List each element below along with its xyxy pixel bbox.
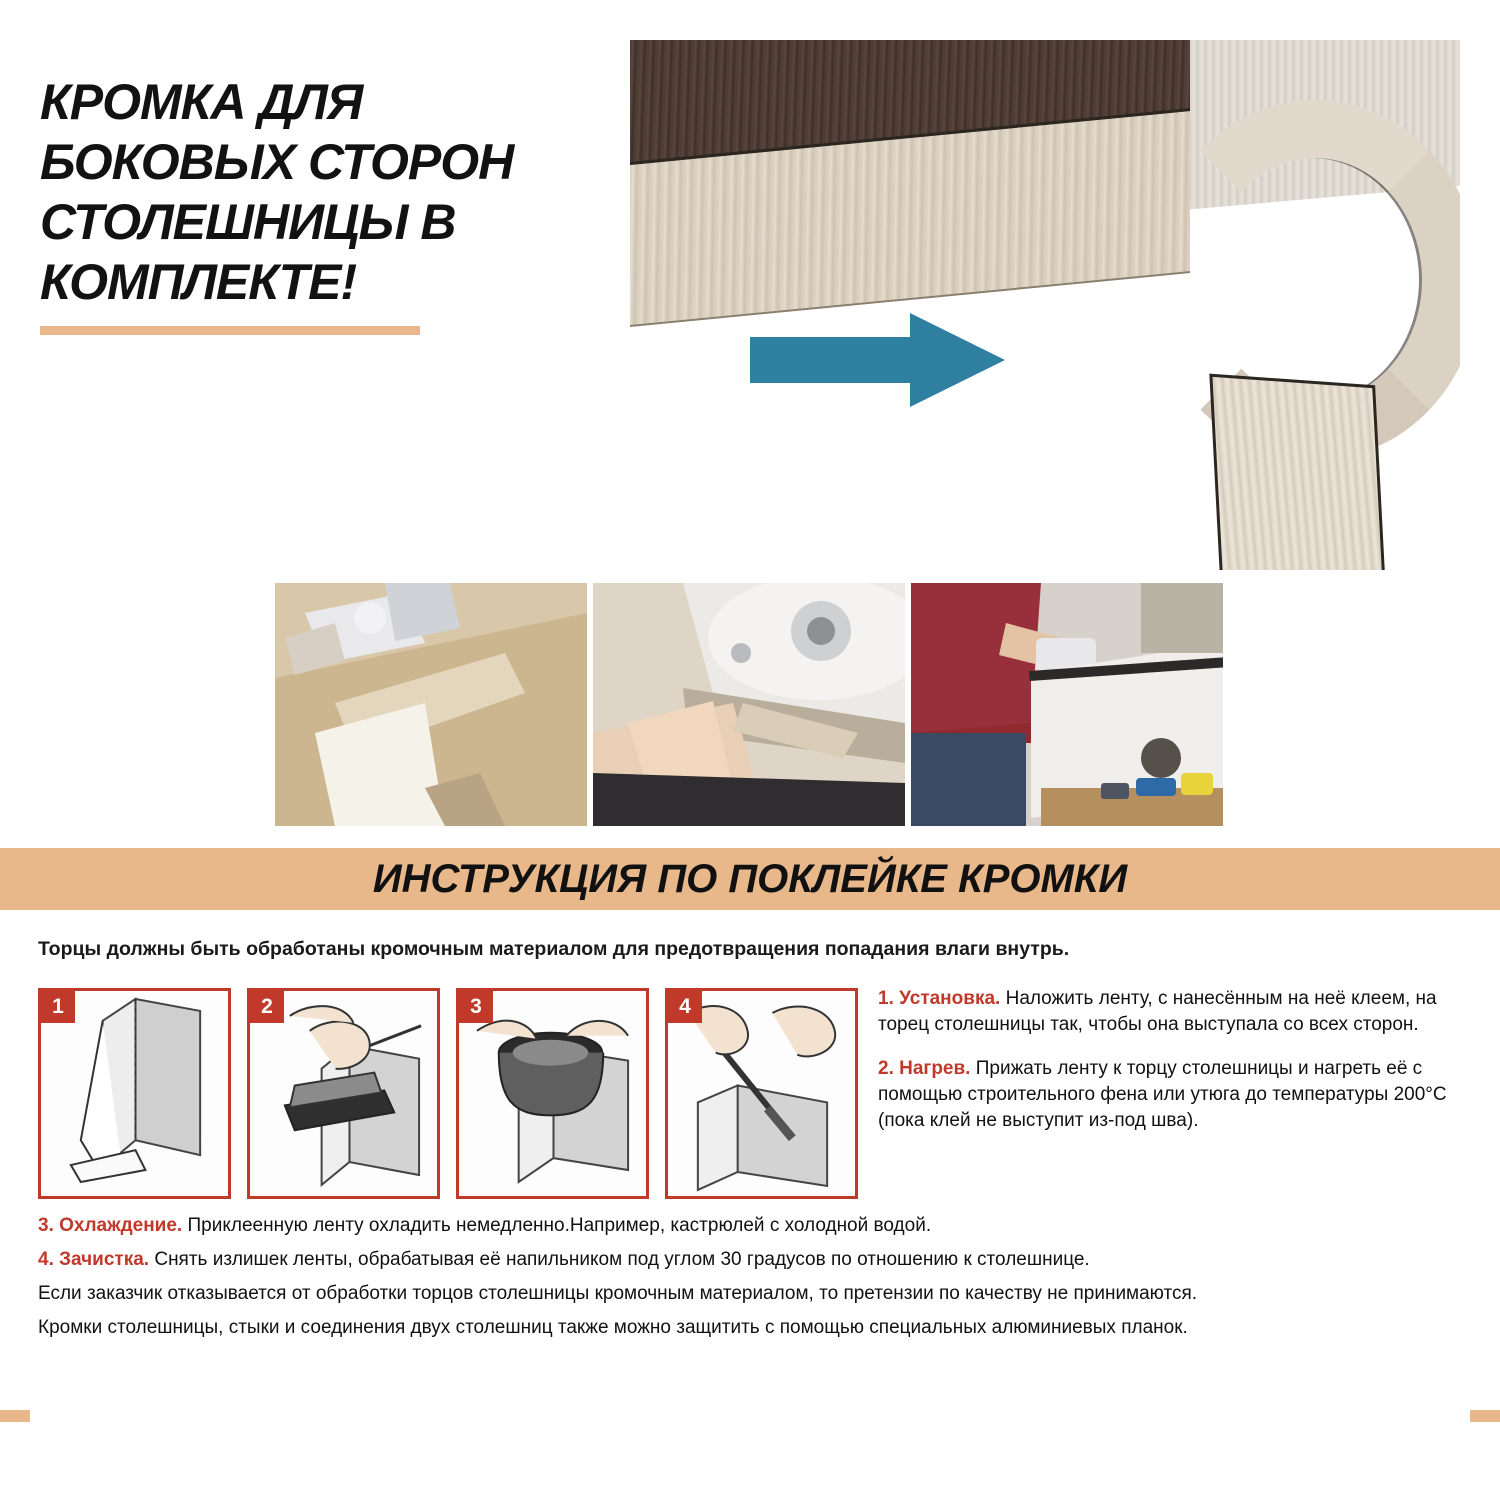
step-card-2: [247, 988, 440, 1199]
headline-underline: [40, 326, 420, 335]
step-card-1: [38, 988, 231, 1199]
step-number-4: 4: [668, 991, 702, 1023]
page-title: [40, 72, 620, 335]
instruction-paragraph-1-body: Наложить ленту, с нанесённым на неё клеем, на торец столешницы так, чтобы она выступала со всех сторон.: [878, 988, 1437, 1035]
step-number-1: 1: [41, 991, 75, 1023]
step-number-2: 2: [250, 991, 284, 1023]
instruction-paragraph-3: [38, 1210, 1463, 1241]
instruction-paragraph-3-title: 3. Охлаждение.: [38, 1215, 183, 1236]
instruction-banner-title: ИНСТРУКЦИЯ ПО ПОКЛЕЙКЕ КРОМКИ: [372, 856, 1128, 901]
photo-applying-edge-band: [275, 583, 587, 826]
step-number-3: 3: [459, 991, 493, 1023]
instruction-banner: [0, 848, 1500, 910]
instruction-paragraph-2-title: 2. Нагрев.: [878, 1058, 971, 1079]
instruction-paragraph-2: [878, 1056, 1463, 1134]
arrow-icon: [750, 305, 1010, 415]
instruction-paragraph-4-body: Снять излишек ленты, обрабатывая её напильником под углом 30 градусов по отношению к столешнице.: [149, 1249, 1090, 1270]
instruction-paragraph-5-body: Если заказчик отказывается от обработки торцов столешницы кромочным материалом, то претензии по качеству не принимаются.: [38, 1283, 1198, 1304]
instruction-paragraph-6-body: Кромки столешницы, стыки и соединения двух столешниц также можно защитить с помощью специальных алюминиевых планок.: [38, 1317, 1188, 1338]
edge-band-tail: [1209, 374, 1386, 570]
instruction-paragraph-4: [38, 1244, 1463, 1275]
instruction-right-text: [878, 986, 1463, 1152]
step-card-4: [665, 988, 858, 1199]
instruction-paragraph-1: [878, 986, 1463, 1038]
headline-line-4: КОМПЛЕКТЕ!: [40, 254, 357, 310]
instruction-lead-text: Торцы должны быть обработаны кромочным материалом для предотвращения попадания влаги внутрь.: [38, 938, 1070, 960]
photo-3-sketch: [911, 583, 1223, 826]
instruction-paragraph-3-body: Приклеенную ленту охладить немедленно.Например, кастрюлей с холодной водой.: [182, 1215, 932, 1236]
photo-2-sketch: [593, 583, 905, 826]
hero-edge-band-photo: [630, 40, 1460, 570]
instruction-body: [0, 910, 1500, 1410]
hero-section: [0, 0, 1500, 575]
instruction-paragraph-6: [38, 1312, 1463, 1343]
instruction-paragraph-2-body: Прижать ленту к торцу столешницы и нагреть её с помощью строительного фена или утюга до температуры 200°С (пока клей не выступит из-под шва).: [878, 1058, 1447, 1131]
step-card-3: [456, 988, 649, 1199]
instruction-steps: [38, 988, 858, 1199]
headline-line-3: СТОЛЕШНИЦЫ В: [40, 194, 456, 250]
instruction-paragraph-1-title: 1. Установка.: [878, 988, 1001, 1009]
photo-worker-ironing-panel: [911, 583, 1223, 826]
bottom-white-strip: [0, 1422, 1500, 1500]
photo-1-sketch: [275, 583, 587, 826]
photo-strip: [275, 583, 1225, 826]
instruction-paragraph-5: [38, 1278, 1463, 1309]
headline-line-2: БОКОВЫХ СТОРОН: [40, 134, 514, 190]
instruction-bottom-text: [38, 1210, 1463, 1346]
photo-ironing-edge-band: [593, 583, 905, 826]
headline-line-1: КРОМКА ДЛЯ: [40, 74, 363, 130]
instruction-paragraph-4-title: 4. Зачистка.: [38, 1249, 150, 1270]
